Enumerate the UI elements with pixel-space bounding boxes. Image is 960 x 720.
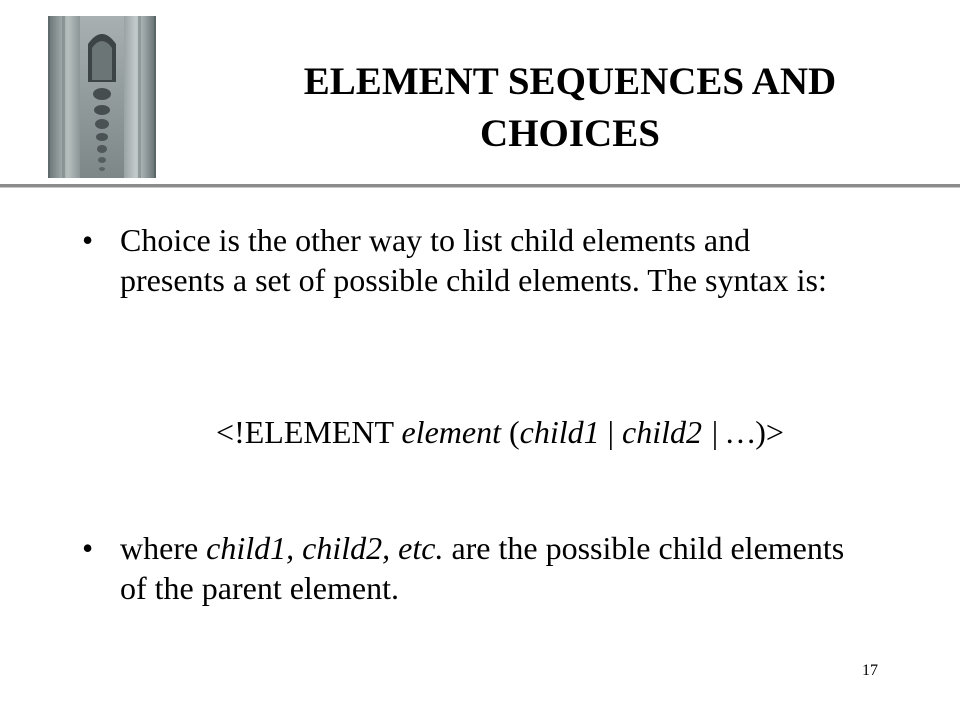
syntax-element: element <box>401 414 501 450</box>
bullet-text-suffix: are the possible child elements of the parent element. <box>120 530 845 606</box>
syntax-prefix: <!ELEMENT <box>216 414 402 450</box>
slide-title <box>180 56 960 160</box>
syntax-separator-1: | <box>599 414 623 450</box>
bullet-text: Choice is the other way to list child elements and presents a set of possible child elements. The syntax is: <box>120 222 827 298</box>
bullet-glyph: • <box>82 530 94 566</box>
slide-title-line-2: CHOICES <box>480 112 660 155</box>
syntax-separator-2: | … <box>702 414 756 450</box>
slide-number: 17 <box>862 662 878 679</box>
syntax-close: )> <box>755 414 784 450</box>
bridge-tower-image <box>48 16 156 178</box>
choice-syntax-line <box>0 412 960 452</box>
title-divider <box>0 184 960 188</box>
slide-title-line-1: ELEMENT SEQUENCES AND <box>303 60 837 103</box>
syntax-child1: child1 <box>519 414 600 450</box>
bullet-choice-description <box>82 220 862 300</box>
bridge-tower-photo <box>48 16 156 178</box>
syntax-child2: child2 <box>622 414 702 450</box>
bullet-child-explanation <box>82 528 862 608</box>
bullet-glyph: • <box>82 222 94 258</box>
syntax-open: ( <box>500 414 520 450</box>
bullet-text-prefix: where <box>120 530 207 566</box>
bullet-text-children: child1, child2, etc. <box>206 530 444 566</box>
